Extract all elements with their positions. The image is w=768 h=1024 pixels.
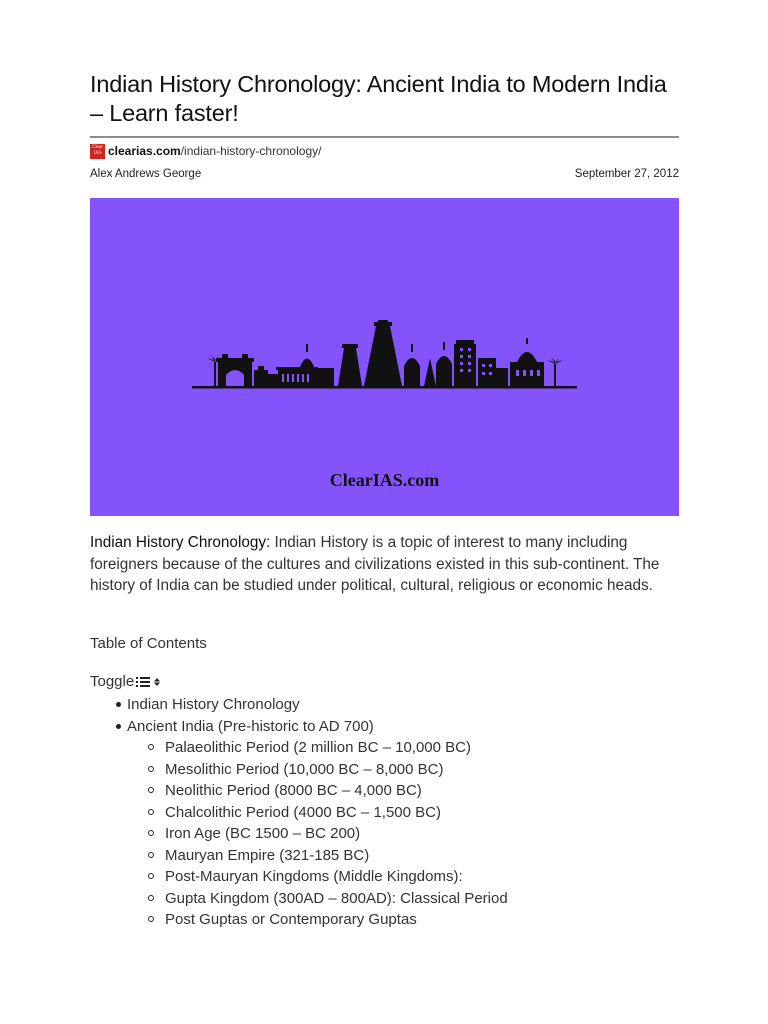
- toc-list: [90, 694, 679, 928]
- author-name: Alex Andrews George: [90, 168, 202, 180]
- toc-subitem[interactable]: [90, 909, 679, 931]
- toc-toggle-button[interactable]: [136, 676, 161, 688]
- toc-item[interactable]: [90, 694, 679, 716]
- toc-link[interactable]: Ancient India (Pre-historic to AD 700): [127, 717, 374, 735]
- hero-brand-text: ClearIAS.com: [329, 470, 440, 490]
- toc-sublink[interactable]: Post Guptas or Contemporary Guptas: [165, 911, 417, 928]
- toc-subitem[interactable]: [90, 888, 679, 910]
- toc-sublink[interactable]: Neolithic Period (8000 BC – 4,000 BC): [165, 782, 422, 799]
- list-icon: [136, 676, 150, 688]
- toc-subitem[interactable]: [90, 737, 679, 759]
- updown-icon: [153, 676, 161, 688]
- india-skyline-icon: [192, 320, 577, 392]
- toc-item[interactable]: [90, 716, 679, 928]
- toc-sublink[interactable]: Iron Age (BC 1500 – BC 200): [165, 825, 361, 842]
- toc-sublink[interactable]: Mesolithic Period (10,000 BC – 8,000 BC): [165, 760, 444, 778]
- intro-paragraph: [90, 532, 679, 597]
- source-domain[interactable]: clearias.com: [108, 144, 181, 158]
- toc-toggle[interactable]: [90, 673, 161, 690]
- toc-sublink[interactable]: Chalcolithic Period (4000 BC – 1,500 BC): [165, 803, 441, 821]
- toc-link[interactable]: Indian History Chronology: [127, 696, 300, 713]
- publish-date: September 27, 2012: [574, 168, 679, 180]
- toc-toggle-label: Toggle: [90, 673, 135, 690]
- toc-sublink[interactable]: Gupta Kingdom (300AD – 800AD): Classical Period: [165, 889, 508, 907]
- article-title: Indian History Chronology: Ancient India to Modern India – Learn faster!: [90, 71, 667, 126]
- toc-title: Table of Contents: [90, 635, 207, 652]
- source-link[interactable]: [90, 143, 321, 159]
- toc-subitem[interactable]: [90, 780, 679, 802]
- toc-subitem[interactable]: [90, 845, 679, 867]
- toc-sublink[interactable]: Mauryan Empire (321-185 BC): [165, 846, 370, 864]
- toc-subitem[interactable]: [90, 802, 679, 824]
- toc-subitem[interactable]: [90, 823, 679, 845]
- toc-subitem[interactable]: [90, 759, 679, 781]
- intro-lead: Indian History Chronology:: [90, 534, 271, 551]
- hero-image: [90, 198, 679, 516]
- source-path[interactable]: /indian-history-chronology/: [180, 144, 322, 158]
- clearias-favicon-icon: Clear IAS: [90, 144, 105, 159]
- intro-text: Indian History is a topic of interest to many including foreigners because of the cultures and civilizations existed in this sub-continent. The history of India can be studied under political, cultural, religious or economic heads.: [90, 534, 660, 594]
- title-divider: [90, 136, 679, 138]
- toc-sublink[interactable]: Palaeolithic Period (2 million BC – 10,000 BC): [165, 739, 471, 756]
- toc-sublink[interactable]: Post-Mauryan Kingdoms (Middle Kingdoms):: [165, 868, 463, 885]
- toc-subitem[interactable]: [90, 866, 679, 888]
